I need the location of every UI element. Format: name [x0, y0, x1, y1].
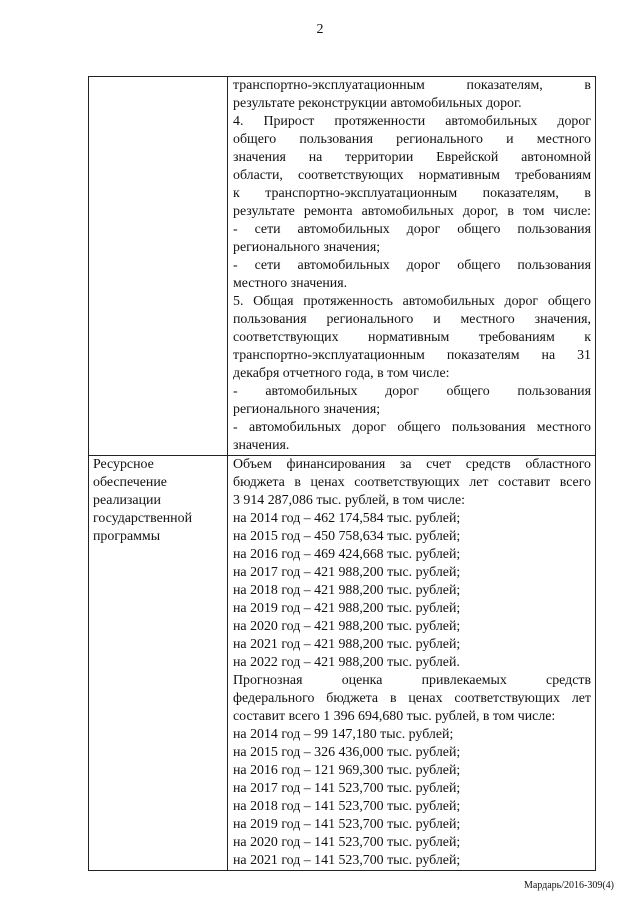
label-line: государственной [93, 511, 192, 526]
text-line: 3 914 287,086 тыс. рублей, в том числе: [233, 493, 465, 508]
text-line: на 2020 год – 141 523,700 тыс. рублей; [233, 835, 461, 850]
text-line: на 2019 год – 141 523,700 тыс. рублей; [233, 817, 461, 832]
text-line: - сети автомобильных дорог общего пользования [233, 258, 591, 273]
text-line: пользования регионального и местного значения, [233, 312, 591, 327]
text-line: на 2020 год – 421 988,200 тыс. рублей; [233, 619, 461, 634]
text-line: составит всего 1 396 694,680 тыс. рублей, в том числе: [233, 709, 556, 724]
indicators-label-cell [89, 77, 228, 456]
text-line: - сети автомобильных дорог общего пользования [233, 222, 591, 237]
indicators-content-cell [228, 77, 596, 456]
text-line: на 2016 год – 121 969,300 тыс. рублей; [233, 763, 461, 778]
label-line: Ресурсное [93, 457, 154, 472]
text-line: на 2015 год – 326 436,000 тыс. рублей; [233, 745, 461, 760]
text-line: на 2014 год – 462 174,584 тыс. рублей; [233, 511, 461, 526]
text-line: 4. Прирост протяженности автомобильных дорог [233, 114, 591, 129]
text-line: транспортно-эксплуатационным показателям на 31 [233, 348, 591, 363]
text-line: - автомобильных дорог общего пользования [233, 384, 591, 399]
text-line: 5. Общая протяженность автомобильных дорог общего [233, 294, 591, 309]
resources-label [89, 456, 227, 546]
label-line: программы [93, 529, 161, 544]
text-line: соответствующих нормативным требованиям к [233, 330, 591, 345]
text-line: на 2021 год – 421 988,200 тыс. рублей; [233, 637, 461, 652]
label-line: реализации [93, 493, 161, 508]
text-line: декабря отчетного года, в том числе: [233, 366, 450, 381]
text-line: общего пользования регионального и местного [233, 132, 591, 147]
text-line: на 2021 год – 141 523,700 тыс. рублей; [233, 853, 461, 868]
page-number: 2 [316, 22, 324, 37]
program-passport-table [88, 76, 596, 871]
text-line: регионального значения; [233, 402, 381, 417]
resources-text [228, 456, 595, 870]
text-line: результате реконструкции автомобильных дорог. [233, 96, 522, 111]
table-row-indicators [89, 77, 596, 456]
text-line: Прогнозная оценка привлекаемых средств [233, 673, 591, 688]
text-line: на 2019 год – 421 988,200 тыс. рублей; [233, 601, 461, 616]
text-line: значения. [233, 438, 290, 453]
text-line: результате ремонта автомобильных дорог, в том числе: [233, 204, 591, 219]
text-line: на 2017 год – 421 988,200 тыс. рублей; [233, 565, 461, 580]
text-line: Объем финансирования за счет средств областного [233, 457, 591, 472]
text-line: на 2015 год – 450 758,634 тыс. рублей; [233, 529, 461, 544]
resources-label-cell [89, 456, 228, 871]
text-line: регионального значения; [233, 240, 381, 255]
indicators-text [228, 77, 595, 455]
table-row-resources [89, 456, 596, 871]
text-line: - автомобильных дорог общего пользования местного [233, 420, 591, 435]
text-line: на 2014 год – 99 147,180 тыс. рублей; [233, 727, 454, 742]
text-line: транспортно-эксплуатационным показателям, в [233, 78, 591, 93]
text-line: на 2018 год – 141 523,700 тыс. рублей; [233, 799, 461, 814]
label-line: обеспечение [93, 475, 167, 490]
text-line: бюджета в ценах соответствующих лет составит всего [233, 475, 591, 490]
document-footer-code: Мардарь/2016-309(4) [523, 880, 614, 891]
text-line: местного значения. [233, 276, 348, 291]
text-line: на 2022 год – 421 988,200 тыс. рублей. [233, 655, 460, 670]
text-line: на 2017 год – 141 523,700 тыс. рублей; [233, 781, 461, 796]
text-line: федерального бюджета в ценах соответствующих лет [233, 691, 591, 706]
resources-content-cell [228, 456, 596, 871]
text-line: значения на территории Еврейской автономной [233, 150, 591, 165]
text-line: на 2016 год – 469 424,668 тыс. рублей; [233, 547, 461, 562]
text-line: области, соответствующих нормативным требованиям [233, 168, 591, 183]
text-line: на 2018 год – 421 988,200 тыс. рублей; [233, 583, 461, 598]
text-line: к транспортно-эксплуатационным показателям, в [233, 186, 591, 201]
